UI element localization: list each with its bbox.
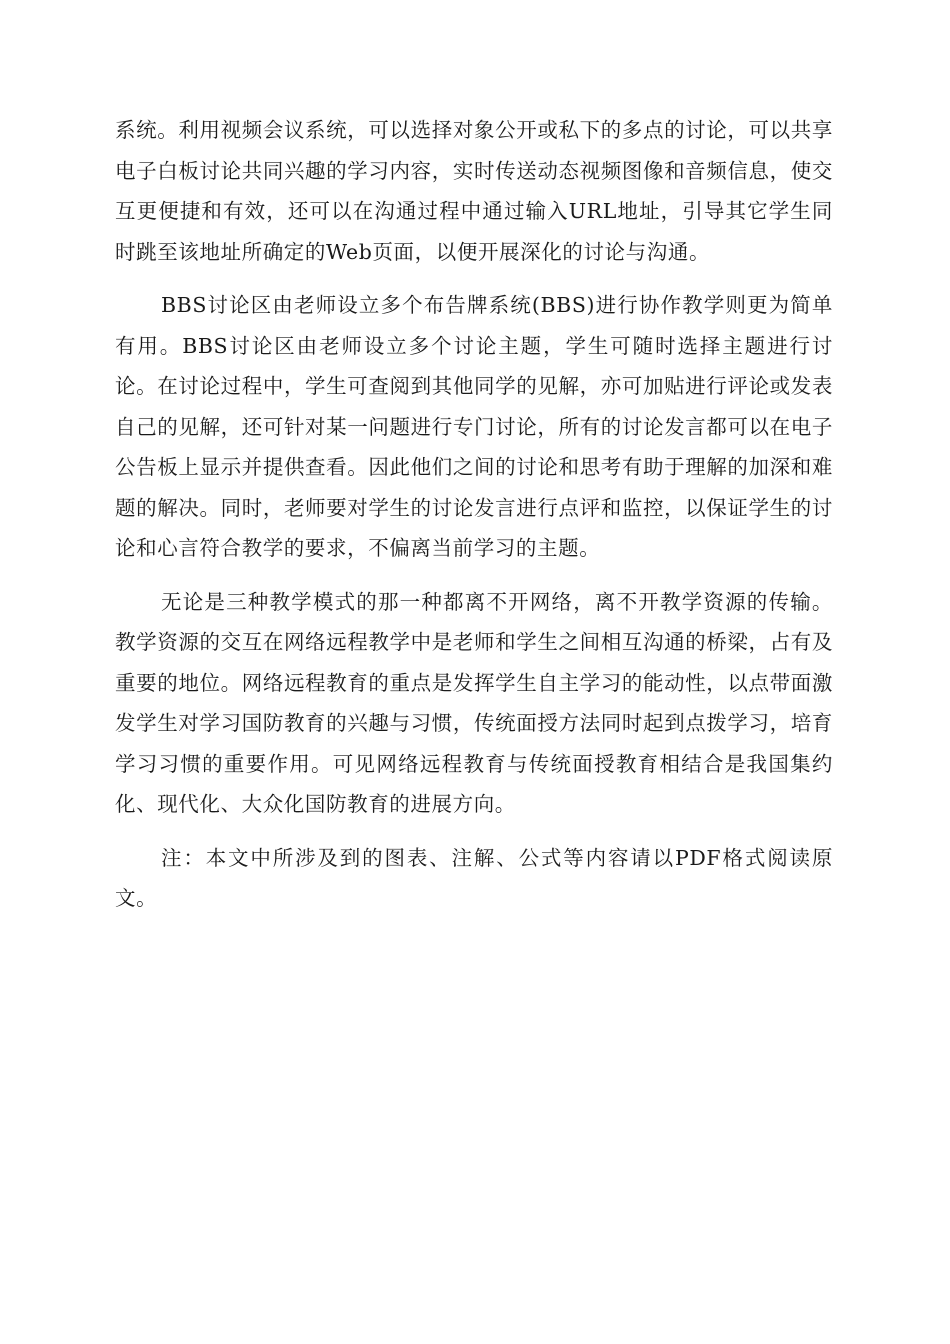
paragraph-video-conference: 系统。利用视频会议系统，可以选择对象公开或私下的多点的讨论，可以共享电子白板讨论共同兴趣的学习内容，实时传送动态视频图像和音频信息，使交互更便捷和有效，还可以在沟通过程中通过输入URL地址，引导其它学生同时跳至该地址所确定的Web页面，以便开展深化的讨论与沟通。	[115, 118, 833, 264]
paragraph-teaching-resources: 无论是三种教学模式的那一种都离不开网络，离不开教学资源的传输。教学资源的交互在网络远程教学中是老师和学生之间相互沟通的桥梁，占有及重要的地位。网络远程教育的重点是发挥学生自主学习的能动性，以点带面激发学生对学习国防教育的兴趣与习惯，传统面授方法同时起到点拨学习，培育学习习惯的重要作用。可见网络远程教育与传统面授教育相结合是我国集约化、现代化、大众化国防教育的进展方向。	[115, 589, 833, 816]
paragraph-bbs-discussion: BBS讨论区由老师设立多个布告牌系统(BBS)进行协作教学则更为简单有用。BBS讨论区由老师设立多个讨论主题，学生可随时选择主题进行讨论。在讨论过程中，学生可查阅到其他同学的见解，亦可加贴进行评论或发表自己的见解，还可针对某一问题进行专门讨论，所有的讨论发言都可以在电子公告板上显示并提供查看。因此他们之间的讨论和思考有助于理解的加深和难题的解决。同时，老师要对学生的讨论发言进行点评和监控，以保证学生的讨论和心言符合教学的要求，不偏离当前学习的主题。	[115, 293, 833, 560]
document-body	[115, 110, 833, 932]
paragraph-note: 注：本文中所涉及到的图表、注解、公式等内容请以PDF格式阅读原文。	[115, 845, 833, 910]
